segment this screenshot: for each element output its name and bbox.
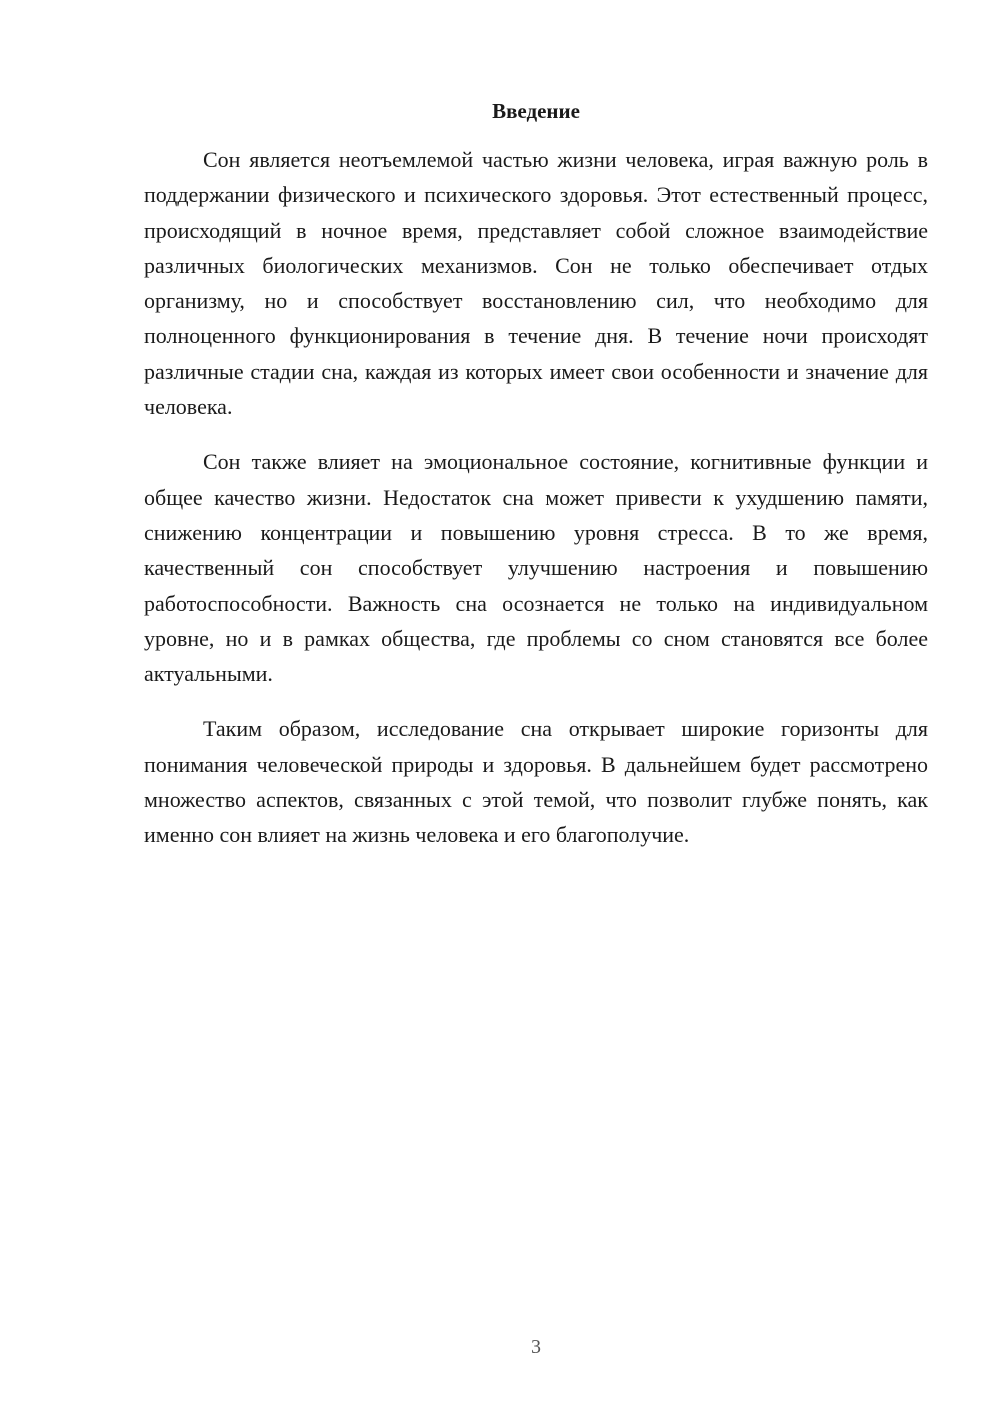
paragraph-1: Сон является неотъемлемой частью жизни человека, играя важную роль в поддержании физического и психического здоровья. Этот естественный процесс, происходящий в ночное время, представляет собой сложное взаимодействие различных биологических механизмов. Сон не только обеспечивает отдых организму, но и способствует восстановлению сил, что необходимо для полноценного функционирования в течение дня. В течение ночи происходят различные стадии сна, каждая из которых имеет свои особенности и значение для человека.: [144, 147, 928, 420]
page-number: 3: [531, 1336, 541, 1358]
paragraph-2: Сон также влияет на эмоциональное состояние, когнитивные функции и общее качество жизни. Недостаток сна может привести к ухудшению памяти, снижению концентрации и повышению уровня стресса. В то же время, качественный сон способствует улучшению настроения и повышению работоспособности. Важность сна осознается не только на индивидуальном уровне, но и в рамках общества, где проблемы со сном становятся все более актуальными.: [144, 449, 928, 687]
page-title: Введение: [492, 99, 580, 123]
paragraph-3: Таким образом, исследование сна открывает широкие горизонты для понимания человеческой природы и здоровья. В дальнейшем будет рассмотрено множество аспектов, связанных с этой темой, что позволит глубже понять, как именно сон влияет на жизнь человека и его благополучие.: [144, 716, 928, 848]
document-body: [144, 142, 928, 873]
